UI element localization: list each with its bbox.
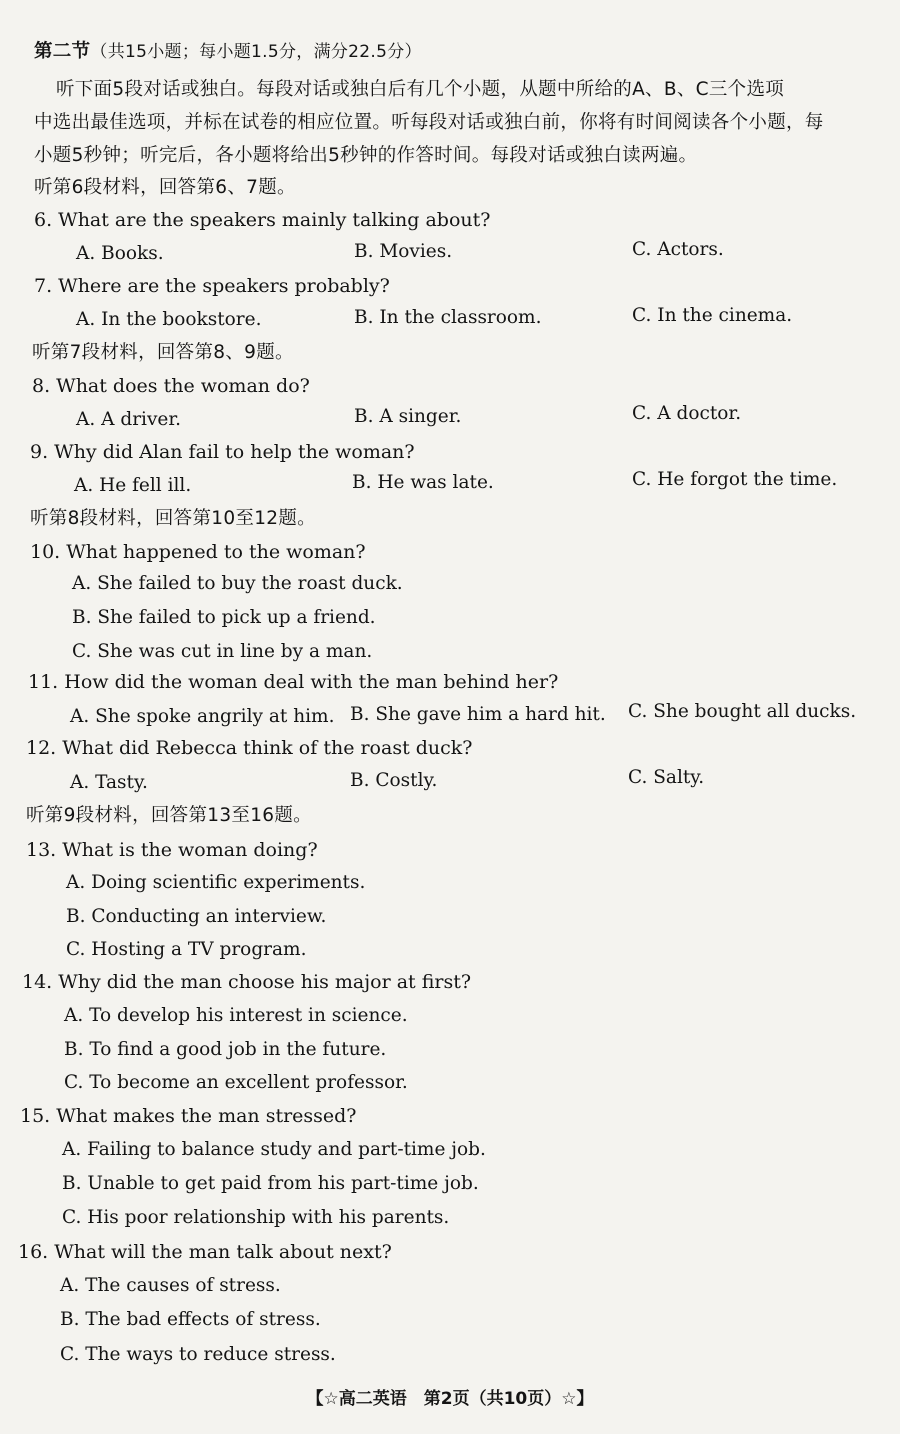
question-stem: 12. What did Rebecca think of the roast duck? bbox=[26, 737, 473, 759]
question-stem: 6. What are the speakers mainly talking about? bbox=[34, 209, 491, 231]
option-a: A. Failing to balance study and part-time job. bbox=[62, 1139, 486, 1160]
question-stem: 7. Where are the speakers probably? bbox=[34, 275, 390, 297]
option-c: C. He forgot the time. bbox=[632, 469, 838, 490]
group-heading: 听第7段材料，回答第8、9题。 bbox=[32, 342, 294, 363]
question-stem: 16. What will the man talk about next? bbox=[18, 1241, 392, 1263]
option-a: A. In the bookstore. bbox=[76, 309, 262, 330]
option-c: C. Actors. bbox=[632, 239, 724, 260]
group-heading: 听第6段材料，回答第6、7题。 bbox=[34, 177, 296, 198]
instruction-line-3: 小题5秒钟；听完后，各小题将给出5秒钟的作答时间。每段对话或独白读两遍。 bbox=[34, 145, 698, 166]
option-c: C. Hosting a TV program. bbox=[66, 939, 307, 960]
option-c: C. To become an excellent professor. bbox=[64, 1072, 408, 1093]
option-b: B. In the classroom. bbox=[354, 307, 542, 328]
option-b: B. He was late. bbox=[352, 472, 494, 493]
option-a: A. She spoke angrily at him. bbox=[70, 706, 335, 727]
option-a: A. She failed to buy the roast duck. bbox=[72, 573, 403, 594]
question-stem: 11. How did the woman deal with the man behind her? bbox=[28, 671, 559, 693]
option-a: A. Books. bbox=[76, 243, 164, 264]
instruction-line-1: 听下面5段对话或独白。每段对话或独白后有几个小题，从题中所给的A、B、C三个选项 bbox=[56, 79, 785, 100]
option-b: B. She gave him a hard hit. bbox=[350, 704, 606, 725]
section-title bbox=[34, 40, 422, 64]
question-stem: 10. What happened to the woman? bbox=[30, 541, 366, 563]
question-stem: 9. Why did Alan fail to help the woman? bbox=[30, 441, 415, 463]
question-stem: 14. Why did the man choose his major at first? bbox=[22, 971, 472, 993]
question-stem: 13. What is the woman doing? bbox=[26, 839, 318, 861]
option-a: A. Doing scientific experiments. bbox=[66, 872, 366, 893]
option-b: B. A singer. bbox=[354, 406, 462, 427]
option-b: B. She failed to pick up a friend. bbox=[72, 607, 376, 628]
option-c: C. In the cinema. bbox=[632, 305, 793, 326]
option-a: A. To develop his interest in science. bbox=[64, 1005, 408, 1026]
option-c: C. His poor relationship with his parents. bbox=[62, 1207, 450, 1228]
option-b: B. The bad effects of stress. bbox=[60, 1309, 321, 1330]
option-b: B. Unable to get paid from his part-time job. bbox=[62, 1173, 479, 1194]
option-b: B. Costly. bbox=[350, 770, 438, 791]
option-b: B. Conducting an interview. bbox=[66, 906, 327, 927]
option-a: A. He fell ill. bbox=[74, 475, 192, 496]
section-title-text: 第二节 bbox=[34, 41, 91, 62]
option-a: A. A driver. bbox=[76, 409, 182, 430]
option-c: C. The ways to reduce stress. bbox=[60, 1344, 336, 1365]
option-a: A. The causes of stress. bbox=[60, 1275, 281, 1296]
option-b: B. Movies. bbox=[354, 241, 453, 262]
option-c: C. Salty. bbox=[628, 767, 705, 788]
option-c: C. She was cut in line by a man. bbox=[72, 641, 373, 662]
option-c: C. A doctor. bbox=[632, 403, 742, 424]
question-stem: 15. What makes the man stressed? bbox=[20, 1105, 357, 1127]
page-footer: 【☆高二英语 第2页（共10页）☆】 bbox=[306, 1389, 594, 1409]
option-b: B. To find a good job in the future. bbox=[64, 1039, 387, 1060]
instruction-line-2: 中选出最佳选项，并标在试卷的相应位置。听每段对话或独白前，你将有时间阅读各个小题，每 bbox=[34, 112, 824, 133]
option-a: A. Tasty. bbox=[70, 772, 148, 793]
group-heading: 听第9段材料，回答第13至16题。 bbox=[26, 805, 312, 826]
section-subtitle: （共15小题；每小题1.5分，满分22.5分） bbox=[90, 42, 422, 62]
option-c: C. She bought all ducks. bbox=[628, 701, 857, 722]
question-stem: 8. What does the woman do? bbox=[32, 375, 310, 397]
group-heading: 听第8段材料，回答第10至12题。 bbox=[30, 508, 316, 529]
